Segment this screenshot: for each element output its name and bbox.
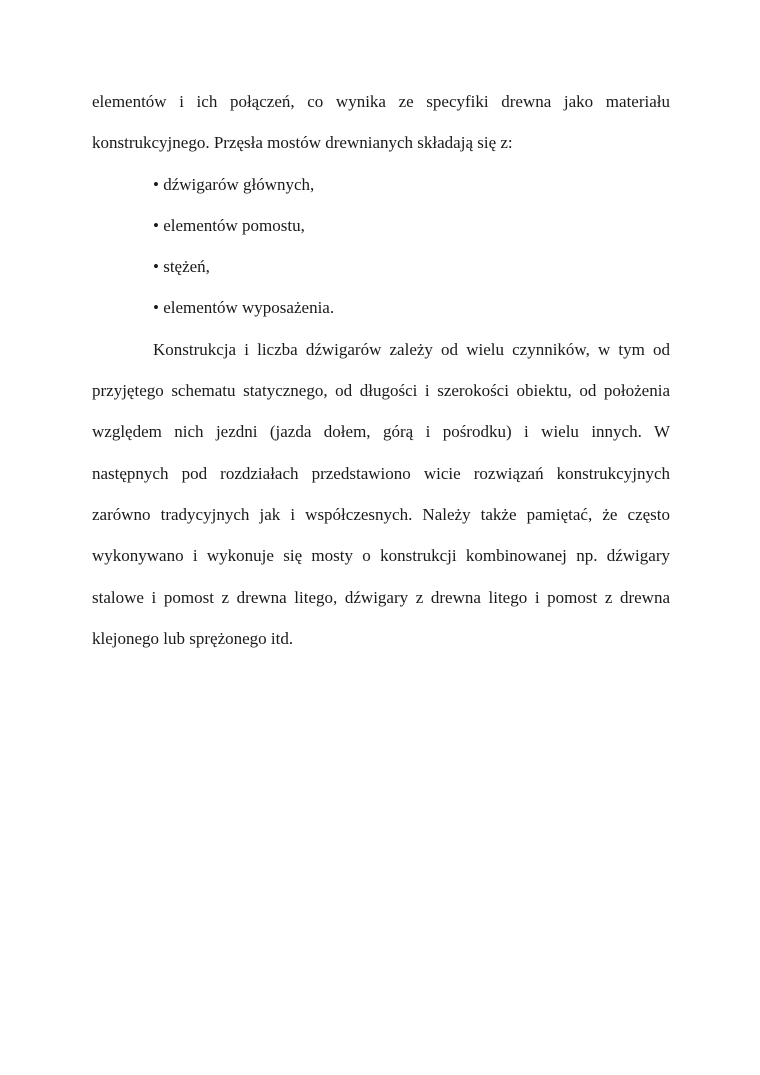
paragraph-line: względem nich jezdni (jazda dołem, górą i pośrodku) i wielu innych. W bbox=[92, 422, 670, 442]
bullet-item: • elementów pomostu, bbox=[153, 215, 305, 235]
paragraph-line: Konstrukcja i liczba dźwigarów zależy od wielu czynników, w tym od bbox=[153, 339, 670, 359]
paragraph-line: zarówno tradycyjnych jak i współczesnych. Należy także pamiętać, że często bbox=[92, 504, 670, 524]
body-text bbox=[92, 88, 670, 666]
paragraph-line: następnych pod rozdziałach przedstawiono wicie rozwiązań konstrukcyjnych bbox=[92, 463, 670, 483]
bullet-item: • dźwigarów głównych, bbox=[153, 174, 315, 194]
bullet-item: • elementów wyposażenia. bbox=[153, 298, 335, 318]
paragraph-line: klejonego lub sprężonego itd. bbox=[92, 628, 294, 648]
bullet-item: • stężeń, bbox=[153, 257, 210, 277]
paragraph-line: konstrukcyjnego. Przęsła mostów drewnianych składają się z: bbox=[92, 133, 513, 153]
paragraph-line: stalowe i pomost z drewna litego, dźwigary z drewna litego i pomost z drewna bbox=[92, 587, 670, 607]
paragraph-line: elementów i ich połączeń, co wynika ze specyfiki drewna jako materiału bbox=[92, 92, 670, 111]
paragraph-line: przyjętego schematu statycznego, od długości i szerokości obiektu, od położenia bbox=[92, 381, 670, 401]
paragraph-line: wykonywano i wykonuje się mosty o konstrukcji kombinowanej np. dźwigary bbox=[92, 546, 670, 566]
